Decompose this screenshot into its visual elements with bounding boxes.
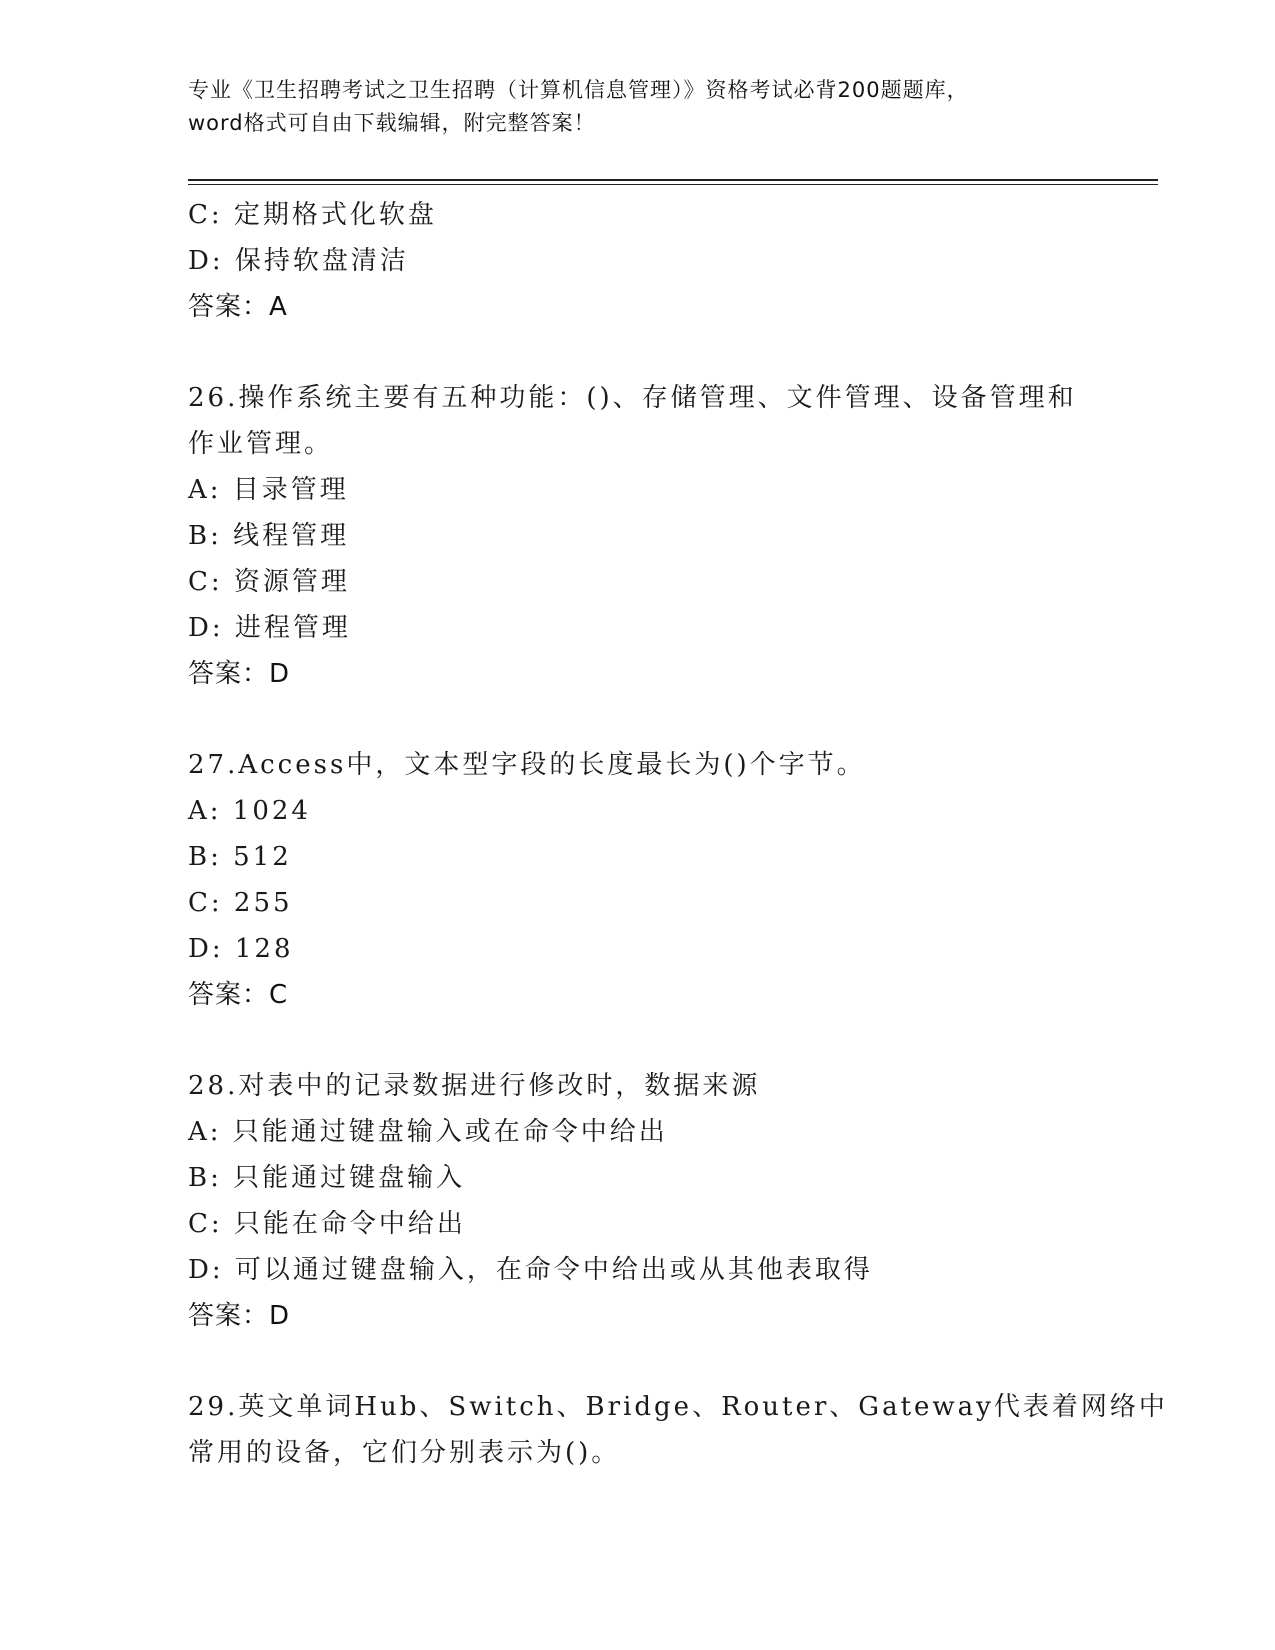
question-stem: 26.操作系统主要有五种功能：()、存储管理、文件管理、设备管理和 (188, 383, 1077, 413)
question-27 (188, 742, 1088, 1018)
option-a: A: 1024 (188, 796, 311, 826)
option-a: A: 目录管理 (188, 475, 349, 505)
header-line-1: 专业《卫生招聘考试之卫生招聘（计算机信息管理）》资格考试必背200题题库， (188, 78, 969, 102)
question-26 (188, 375, 1088, 697)
question-stem: 常用的设备，它们分别表示为()。 (188, 1438, 621, 1468)
question-28 (188, 1063, 1088, 1339)
option-b: B: 线程管理 (188, 521, 350, 551)
spacer (188, 697, 1088, 742)
option-c: C: 资源管理 (188, 567, 350, 597)
header-line-2: word格式可自由下载编辑，附完整答案！ (188, 111, 596, 135)
answer-line: 答案：A (188, 292, 288, 322)
question-stem: 27.Access中，文本型字段的长度最长为()个字节。 (188, 750, 866, 780)
spacer (188, 330, 1088, 375)
question-fragment (188, 192, 1088, 330)
question-29 (188, 1384, 1168, 1476)
question-list (188, 192, 1168, 1476)
option-d: D: 128 (188, 934, 294, 964)
option-b: B: 只能通过键盘输入 (188, 1163, 466, 1193)
option-d: D: 可以通过键盘输入，在命令中给出或从其他表取得 (188, 1255, 873, 1285)
option-b: B: 512 (188, 842, 292, 872)
page-header (188, 74, 1088, 140)
answer-line: 答案：D (188, 659, 291, 689)
option-d: D: 保持软盘清洁 (188, 246, 409, 276)
question-stem: 29.英文单词Hub、Switch、Bridge、Router、Gateway代表着网络中 (188, 1392, 1168, 1422)
header-rule-thin (188, 184, 1158, 185)
option-a: A: 只能通过键盘输入或在命令中给出 (188, 1117, 668, 1147)
option-d: D: 进程管理 (188, 613, 351, 643)
option-c: C: 定期格式化软盘 (188, 200, 437, 230)
answer-line: 答案：C (188, 980, 289, 1010)
question-stem: 作业管理。 (188, 429, 334, 459)
answer-line: 答案：D (188, 1301, 291, 1331)
option-c: C: 只能在命令中给出 (188, 1209, 466, 1239)
header-rule-thick (188, 179, 1158, 181)
spacer (188, 1339, 1088, 1384)
option-c: C: 255 (188, 888, 293, 918)
question-stem: 28.对表中的记录数据进行修改时，数据来源 (188, 1071, 761, 1101)
spacer (188, 1018, 1088, 1063)
